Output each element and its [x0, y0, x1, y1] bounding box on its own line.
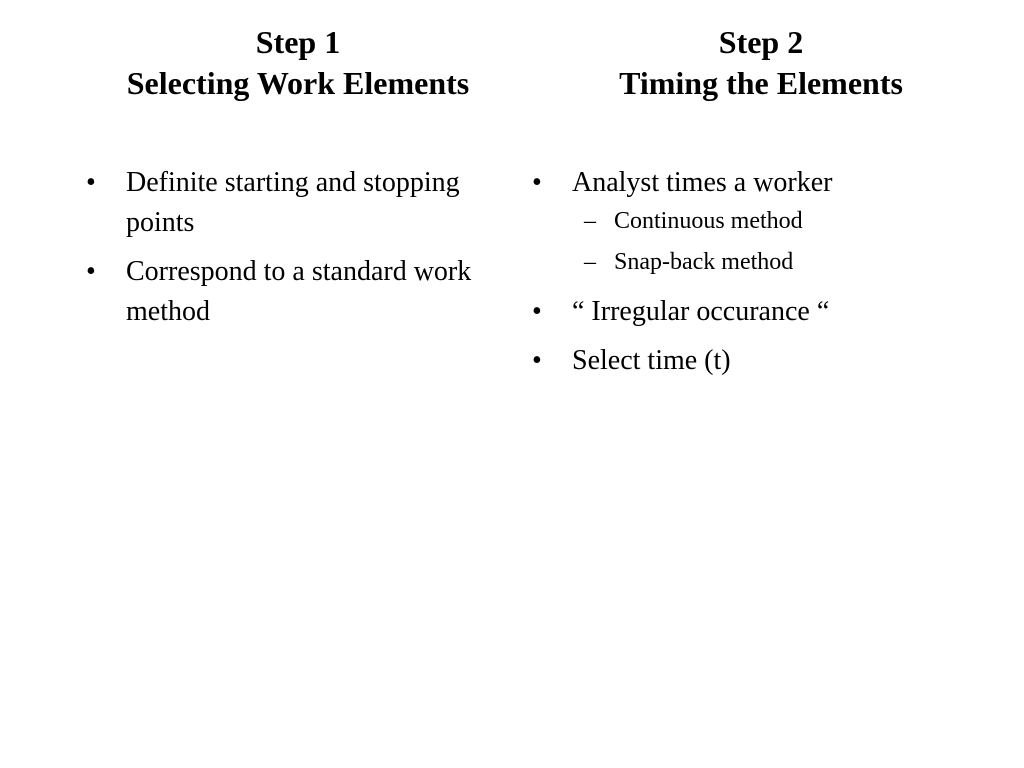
sub-bullet-dash-icon: – — [584, 249, 596, 275]
bullet-text: Select time (t) — [572, 345, 731, 376]
step-1-bullet-list — [86, 163, 486, 341]
bullet-dot-icon: • — [532, 167, 542, 198]
sub-bullet-dash-icon: – — [584, 208, 596, 234]
sub-bullet-item — [572, 201, 972, 242]
bullet-text: Analyst times a worker — [572, 167, 833, 198]
bullet-item — [532, 341, 972, 381]
bullet-item — [532, 292, 972, 332]
step-2-label: Step 2 — [718, 24, 804, 60]
bullet-item — [532, 163, 972, 283]
sub-bullet-item — [572, 242, 972, 283]
step-1-title: Selecting Work Elements — [126, 65, 470, 101]
step-2-heading — [598, 22, 924, 104]
step-2-title: Timing the Elements — [619, 65, 903, 101]
bullet-dot-icon: • — [532, 345, 542, 376]
sub-bullet-list — [572, 201, 972, 283]
bullet-dot-icon: • — [86, 256, 96, 287]
sub-bullet-text: Continuous method — [614, 208, 803, 234]
sub-bullet-text: Snap-back method — [614, 249, 794, 275]
bullet-dot-icon: • — [532, 296, 542, 327]
bullet-dot-icon: • — [86, 167, 96, 198]
bullet-text: Correspond to a standard work method — [126, 256, 472, 327]
bullet-item — [86, 252, 486, 332]
bullet-text: Definite starting and stopping points — [126, 167, 460, 238]
step-2-bullet-list — [532, 163, 972, 390]
step-1-label: Step 1 — [255, 24, 341, 60]
bullet-item — [86, 163, 486, 243]
step-1-heading — [100, 22, 496, 104]
bullet-text: “ Irregular occurance “ — [572, 296, 830, 327]
